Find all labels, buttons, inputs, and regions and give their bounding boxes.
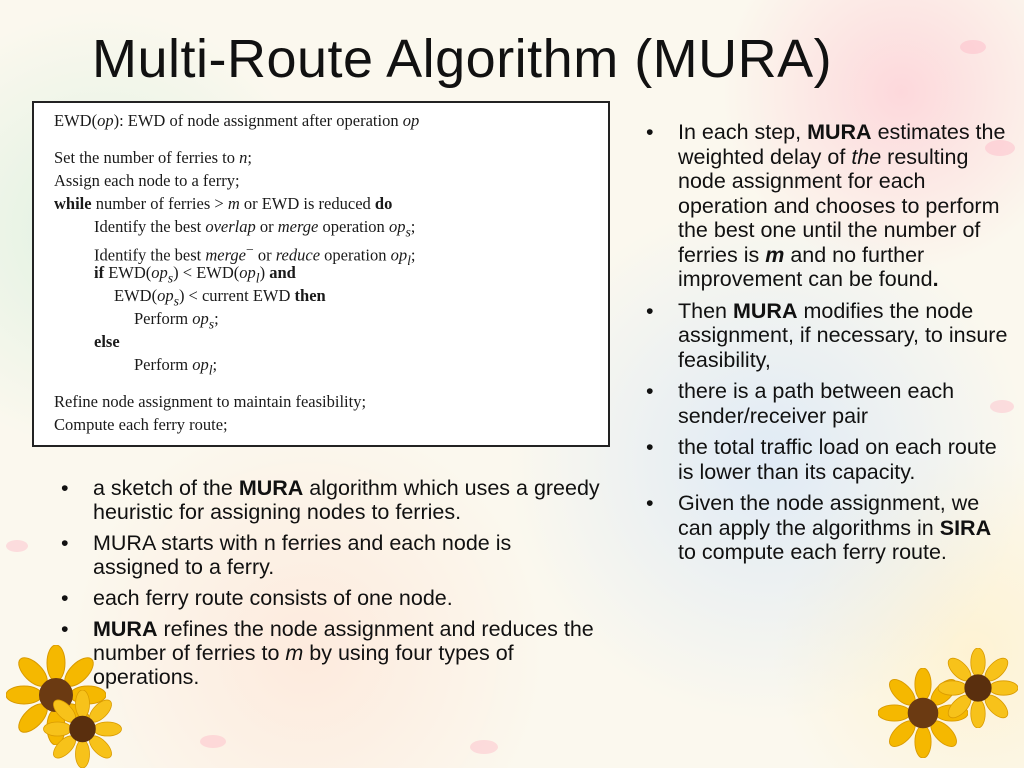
algo-line: Set the number of ferries to n; [54, 148, 252, 167]
list-item: • In each step, MURA estimates the weighted delay of the resulting node assignment for each operation and chooses to perform the best one until the number of ferries is m and no further improvement can be found. [646, 120, 1006, 291]
list-item: • there is a path between each sender/receiver pair [646, 379, 955, 428]
petal-icon [470, 740, 498, 754]
list-item: • each ferry route consists of one node. [61, 586, 453, 610]
list-item: • the total traffic load on each route is lower than its capacity. [646, 435, 997, 484]
bullet-icon: • [646, 491, 654, 515]
sunflower-icon [938, 648, 1018, 728]
algorithm-pseudocode [32, 101, 610, 447]
algo-line: EWD(op): EWD of node assignment after operation op [54, 111, 420, 130]
petal-icon [960, 40, 986, 54]
algo-line: Assign each node to a ferry; [54, 171, 240, 190]
algo-line: Compute each ferry route; [54, 415, 228, 434]
list-item: • MURA refines the node assignment and reduces the number of ferries to m by using four types of operations. [61, 617, 594, 689]
bullet-icon: • [61, 617, 69, 641]
left-bullet-list [55, 476, 600, 696]
bullet-icon: • [61, 531, 69, 555]
bullet-icon: • [646, 298, 654, 323]
algo-line: Identify the best merge− or reduce operation $op_l$; [94, 242, 416, 268]
algo-line: Perform $op_l$; [134, 355, 218, 378]
algo-line: while number of ferries > m or EWD is reduced do [54, 194, 393, 213]
algo-line: Identify the best overlap or merge operation $op_s$; [94, 217, 416, 240]
bullet-icon: • [61, 586, 69, 610]
algo-line: Refine node assignment to maintain feasibility; [54, 392, 367, 411]
right-bullet-list [640, 120, 1010, 572]
algo-line: if $EWD(op_s) < EWD(op_l)$ and [94, 263, 296, 286]
petal-icon [200, 735, 226, 748]
algo-line: Perform $op_s$; [134, 309, 219, 332]
list-item: • Then MURA modifies the node assignment, if necessary, to insure feasibility, [646, 298, 1008, 372]
algo-line: else [94, 332, 120, 351]
bullet-icon: • [646, 120, 654, 144]
sunflower-icon [40, 690, 125, 768]
list-item: • MURA starts with n ferries and each node is assigned to a ferry. [61, 531, 512, 579]
algo-line: $EWD(op_s)$ < current EWD then [114, 286, 326, 309]
bullet-icon: • [61, 476, 69, 500]
bullet-icon: • [646, 435, 654, 459]
list-item: • Given the node assignment, we can apply the algorithms in SIRA to compute each ferry route. [646, 491, 992, 564]
bullet-icon: • [646, 379, 654, 403]
page-title: Multi-Route Algorithm (MURA) [92, 29, 833, 89]
list-item: • a sketch of the MURA algorithm which uses a greedy heuristic for assigning nodes to ferries. [61, 476, 600, 524]
petal-icon [6, 540, 28, 552]
